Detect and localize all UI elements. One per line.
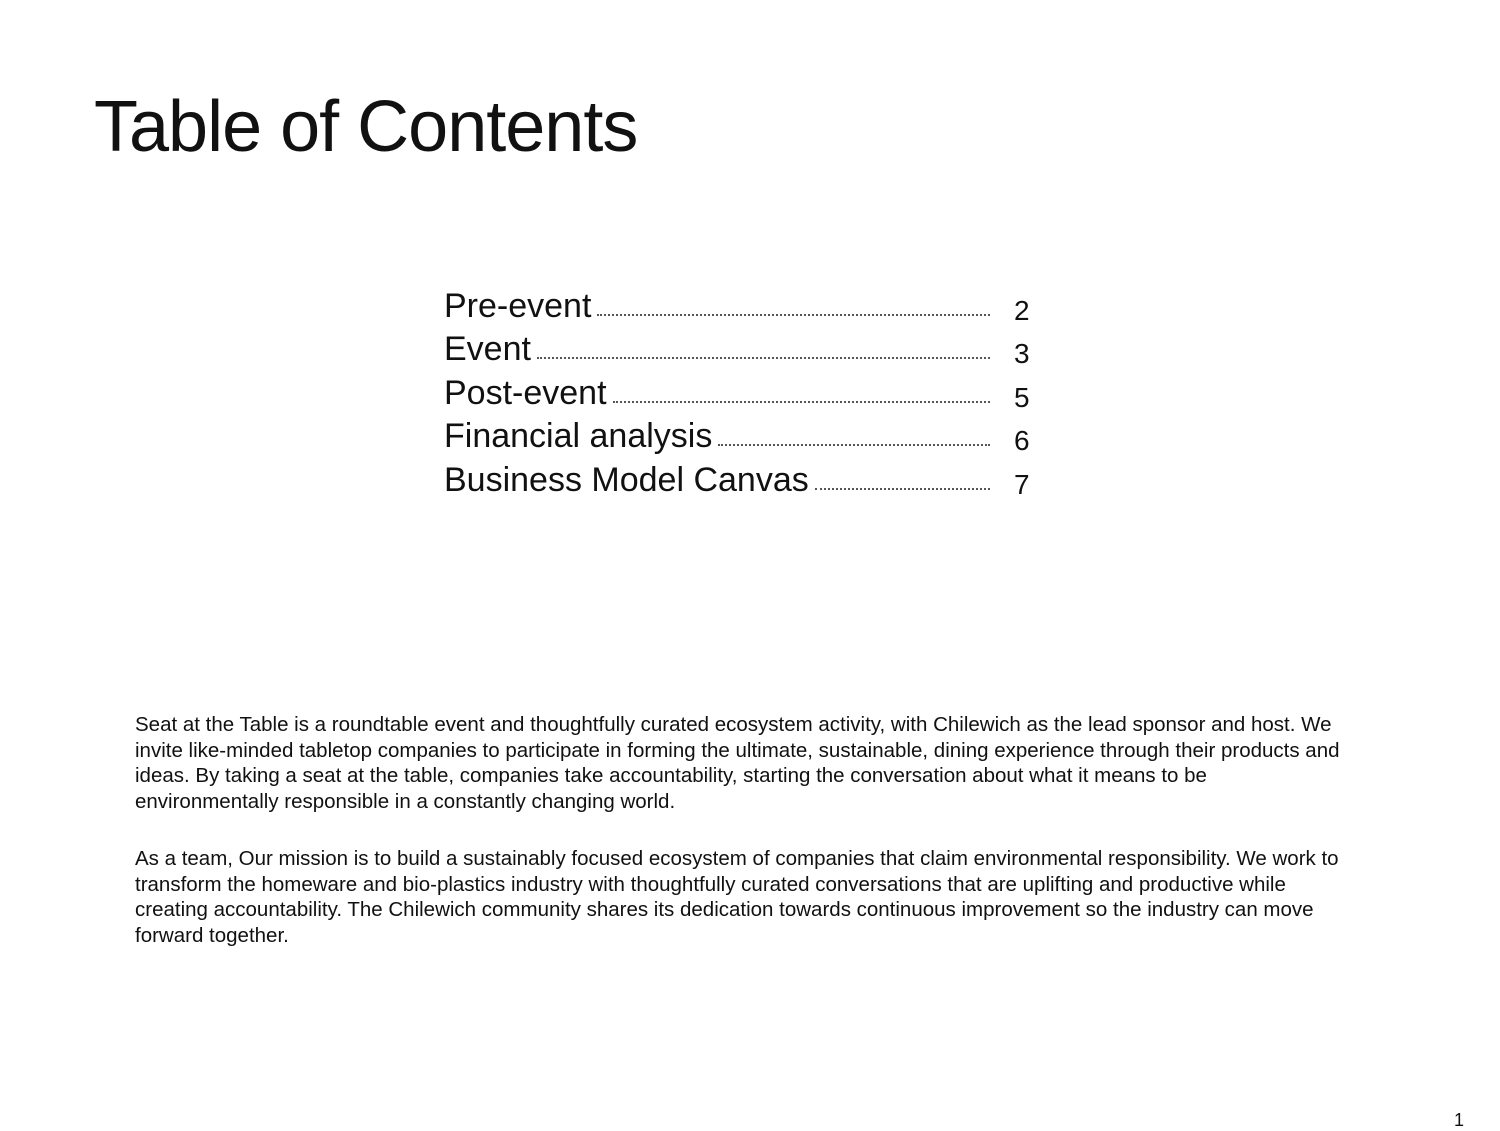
toc-dot-leader — [537, 357, 990, 359]
toc-entry-event[interactable] — [444, 326, 1034, 370]
toc-entry-label: Event — [444, 330, 531, 368]
toc-dot-leader — [597, 314, 990, 316]
toc-dot-leader — [718, 444, 990, 446]
toc-entry-label: Post-event — [444, 373, 607, 412]
toc-entry-page: 2 — [1014, 294, 1030, 326]
mission-paragraph: As a team, Our mission is to build a sustainably focused ecosystem of companies that claim environmental responsibility. We work to transform the homeware and bio-plastics industry with thoughtfully curated conversations that are uplifting and productive while creating accountability. The Chilewich community shares its dedication towards continuous improvement so the industry can move forward together. — [135, 847, 1339, 947]
toc-entry-page: 5 — [1014, 381, 1030, 413]
toc-entry-page: 3 — [1014, 338, 1030, 369]
toc-dot-leader — [613, 401, 990, 403]
intro-paragraph: Seat at the Table is a roundtable event and thoughtfully curated ecosystem activity, with Chilewich as the lead sponsor and host. We invite like-minded tabletop companies to participate in forming the ultimate, sustainable, dining experience through their products and ideas. By taking a seat at the table, companies take accountability, starting the conversation about what it means to be environmentally responsible in a constantly changing world. — [135, 713, 1340, 813]
toc-entry-pre-event[interactable] — [444, 282, 1034, 326]
toc-entry-page: 7 — [1014, 468, 1030, 500]
page-title: Table of Contents — [94, 87, 638, 167]
toc-entry-financial-analysis[interactable] — [444, 413, 1034, 457]
toc-entry-business-model-canvas[interactable] — [444, 456, 1034, 500]
table-of-contents — [444, 282, 1034, 500]
toc-entry-post-event[interactable] — [444, 369, 1034, 413]
toc-entry-page: 6 — [1014, 425, 1030, 456]
toc-entry-label: Business Model Canvas — [444, 460, 809, 499]
toc-dot-leader — [815, 488, 990, 490]
toc-entry-label: Pre-event — [444, 286, 592, 325]
toc-entry-label: Financial analysis — [444, 417, 713, 455]
page-number: 1 — [1453, 1110, 1464, 1130]
